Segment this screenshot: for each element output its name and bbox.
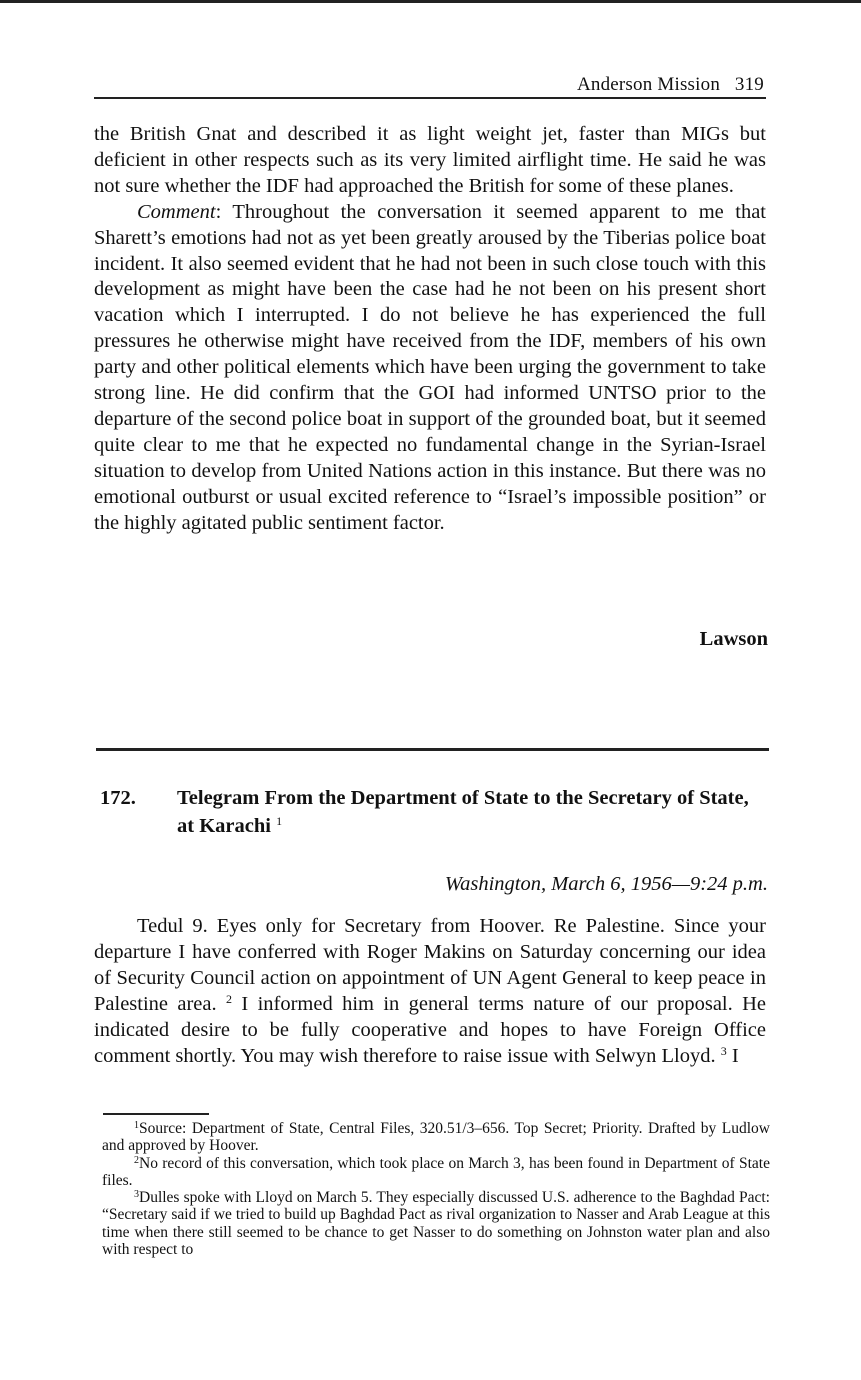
telegram-text-a: Tedul 9. Eyes only for Secretary from Hoover. Re Palestine. Since your departure I have conferred with Roger Makins on Saturday concerning our idea of Security Council action on appointment of UN Agent General to keep peace in Palestine area. xyxy=(94,915,766,1015)
running-title: Anderson Mission xyxy=(576,74,721,95)
paragraph-comment xyxy=(94,200,766,537)
footnote-mark: 1 xyxy=(134,1120,139,1131)
running-header xyxy=(94,74,764,96)
footnote-rule xyxy=(103,1113,209,1115)
telegram-body xyxy=(94,914,766,1069)
section-divider xyxy=(96,748,769,751)
page-number: 319 xyxy=(734,74,764,95)
signature: Lawson xyxy=(699,628,768,650)
footnote-ref-1: 1 xyxy=(276,814,283,828)
paragraph-gnat: the British Gnat and described it as light weight jet, faster than MIGs but deficient in other respects such as its very limited airflight time. He said he was not sure whether the IDF had approached the British for some of these planes. xyxy=(94,123,766,197)
top-edge-rule xyxy=(0,0,861,3)
header-rule xyxy=(94,97,766,99)
telegram-text-b: I informed him in general terms nature of our proposal. He indicated desire to be fully cooperative and hopes to have Foreign Office comment shortly. You may wish therefore to raise issue with Selwyn Lloyd. xyxy=(94,992,767,1067)
dateline: Washington, March 6, 1956—9:24 p.m. xyxy=(444,873,768,895)
document-number: 172. xyxy=(100,787,136,809)
comment-colon: : xyxy=(215,200,233,223)
document-title-text: Telegram From the Department of State to the Secretary of State, at Karachi xyxy=(177,787,749,837)
footnote-3 xyxy=(102,1189,770,1258)
footnote-ref-3: 3 xyxy=(720,1043,727,1058)
paragraph-telegram xyxy=(94,914,766,1069)
footnote-text: Dulles spoke with Lloyd on March 5. They especially discussed U.S. adherence to the Baghdad Pact: “Secretary said if we tried to build up Baghdad Pact as rival organization to Nasser and Arab League at this time when there still seemed to be chance to get Nasser to do something on Johnston water plan and also with respect to xyxy=(102,1189,770,1259)
footnote-text: Source: Department of State, Central Files, 320.51/3–656. Top Secret; Priority. Drafted by Ludlow and approved by Hoover. xyxy=(102,1120,770,1155)
footnote-1 xyxy=(102,1120,770,1155)
footnote-2 xyxy=(102,1155,770,1190)
document-title xyxy=(177,784,767,840)
footnote-text: No record of this conversation, which took place on March 3, has been found in Department of State files. xyxy=(102,1154,770,1189)
continued-text-block xyxy=(94,122,766,537)
comment-text: Throughout the conversation it seemed apparent to me that Sharett’s emotions had not as yet been greatly aroused by the Tiberias police boat incident. It also seemed evident that he had not been in such close touch with this development as might have been the case had he not been on his present short vacation which I interrupted. I do not believe he has experienced the full pressures he otherwise might have received from the IDF, members of his own party and other political elements which have been urging the government to take strong line. He did confirm that the GOI had informed UNTSO prior to the departure of the second police boat in support of the grounded boat, but it seemed quite clear to me that he expected no fundamental change in the Syrian-Israel situation to develop from United Nations action in this instance. But there was no emotional outburst or usual excited reference to “Israel’s impossible position” or the highly agitated public sentiment factor. xyxy=(94,200,766,534)
telegram-text-c: I xyxy=(726,1044,739,1067)
comment-label: Comment xyxy=(137,200,216,223)
footnote-mark: 2 xyxy=(134,1154,139,1166)
footnote-ref-2: 2 xyxy=(226,991,233,1006)
footnote-mark: 3 xyxy=(134,1189,139,1201)
footnotes xyxy=(102,1120,770,1258)
